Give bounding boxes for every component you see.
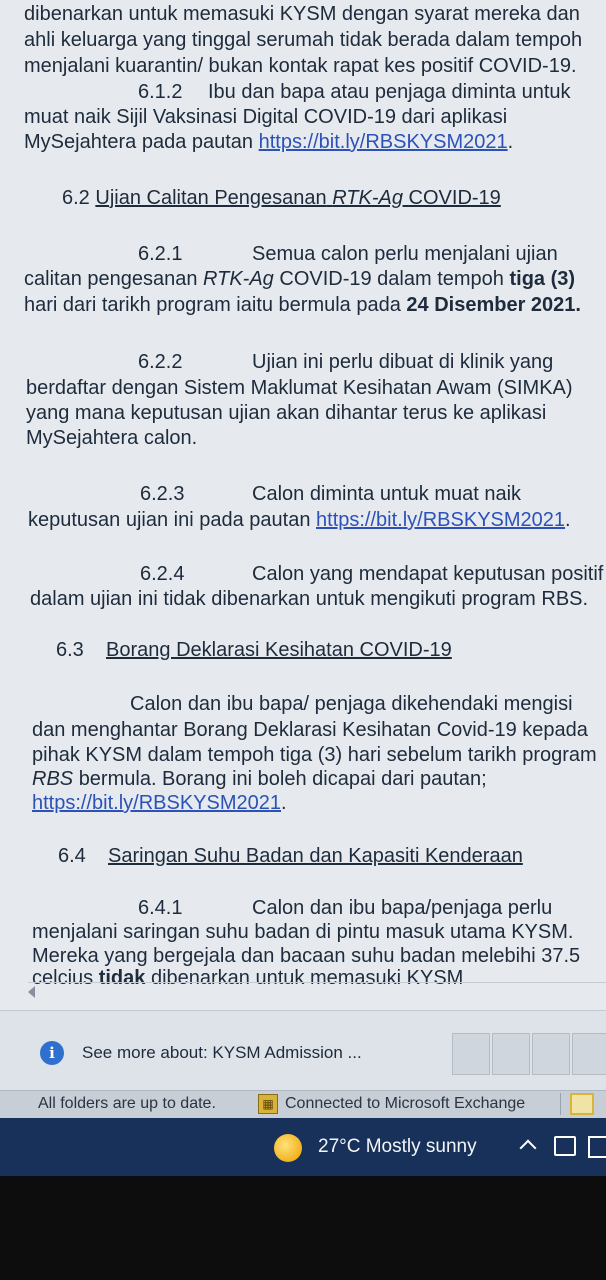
avatar[interactable]	[572, 1033, 606, 1075]
section-number: 6.4.1	[138, 897, 183, 919]
rbs-link[interactable]: https://bit.ly/RBSKYSM2021	[258, 131, 508, 153]
body-text-line: Calon dan ibu bapa/ penjaga dikehendaki mengisi	[130, 693, 573, 715]
section-number: 6.2	[62, 187, 90, 209]
taskbar	[0, 1118, 606, 1176]
rbs-link[interactable]: https://bit.ly/RBSKYSM2021	[316, 509, 566, 531]
body-text-line: Ibu dan bapa atau penjaga diminta untuk	[208, 81, 571, 103]
section-title: Saringan Suhu Badan dan Kapasiti Kenderaan	[108, 845, 523, 867]
avatar[interactable]	[452, 1033, 490, 1075]
section-title: Borang Deklarasi Kesihatan COVID-19	[106, 639, 452, 661]
body-text-line: Calon yang mendapat keputusan positif	[252, 563, 604, 585]
section-number: 6.1.2	[138, 81, 183, 103]
weather-widget[interactable]: 27°C Mostly sunny	[318, 1136, 477, 1157]
body-text-line: berdaftar dengan Sistem Maklumat Kesihatan Awam (SIMKA)	[26, 377, 573, 399]
divider	[560, 1093, 561, 1115]
body-text: MySejahtera pada pautan	[24, 131, 254, 153]
exchange-icon: ▦	[258, 1094, 278, 1114]
body-text-line: Calon diminta untuk muat naik	[252, 483, 522, 505]
tray-app-icon[interactable]	[554, 1136, 576, 1156]
body-text-line: dibenarkan untuk memasuki KYSM dengan syarat mereka dan	[24, 3, 580, 25]
body-text-line: hari dari tarikh program iaitu bermula pada 24 Disember 2021.	[24, 294, 581, 316]
scroll-left-icon[interactable]	[28, 986, 35, 998]
section-number: 6.2.3	[140, 483, 185, 505]
body-text-line: calitan pengesanan RTK-Ag COVID-19 dalam tempoh tiga (3)	[24, 268, 576, 290]
body-text-line: menjalani saringan suhu badan di pintu masuk utama KYSM.	[32, 921, 574, 943]
section-number: 6.2.1	[138, 243, 183, 265]
body-text-line: RBS bermula. Borang ini boleh dicapai dari pautan;	[32, 768, 487, 790]
sun-icon[interactable]	[274, 1134, 302, 1162]
status-bar	[0, 1090, 606, 1118]
section-heading-6-3	[56, 638, 452, 662]
section-number: 6.2.2	[138, 351, 183, 373]
body-text-line: celcius tidak dibenarkan untuk memasuki KYSM	[32, 967, 464, 984]
section-heading-6-2	[62, 186, 501, 210]
horizontal-scrollbar[interactable]	[28, 982, 606, 998]
body-text-line: dan menghantar Borang Deklarasi Kesihatan Covid-19 kepada	[32, 719, 588, 741]
body-text-line: MySejahtera calon.	[26, 427, 198, 449]
section-title: Ujian Calitan Pengesanan RTK-Ag COVID-19	[95, 187, 501, 209]
monitor-bezel	[0, 1176, 606, 1280]
body-text-line: Calon dan ibu bapa/penjaga perlu	[252, 897, 553, 919]
body-text-line: ahli keluarga yang tinggal serumah tidak berada dalam tempoh	[24, 29, 583, 51]
body-text-line: dalam ujian ini tidak dibenarkan untuk mengikuti program RBS.	[30, 588, 589, 610]
body-text-line: https://bit.ly/RBSKYSM2021.	[32, 792, 287, 814]
see-more-bar[interactable]	[0, 1010, 606, 1090]
sync-status: All folders are up to date.	[38, 1095, 216, 1112]
avatar[interactable]	[532, 1033, 570, 1075]
rbs-link[interactable]: https://bit.ly/RBSKYSM2021	[32, 792, 282, 814]
body-text-line: muat naik Sijil Vaksinasi Digital COVID-19 dari aplikasi	[24, 106, 508, 128]
section-heading-6-4	[58, 844, 523, 868]
body-text-line: yang mana keputusan ujian akan dihantar terus ke aplikasi	[26, 402, 547, 424]
chevron-up-icon[interactable]	[520, 1140, 537, 1157]
section-number: 6.4	[58, 845, 86, 867]
body-text-line: Mereka yang bergejala dan bacaan suhu badan melebihi 37.5	[32, 945, 581, 967]
body-text-line: keputusan ujian ini pada pautan https://bit.ly/RBSKYSM2021.	[28, 509, 571, 531]
normal-view-icon[interactable]	[570, 1093, 594, 1115]
body-text-line: menjalani kuarantin/ bukan kontak rapat kes positif COVID-19.	[24, 55, 577, 77]
body-text-line: pihak KYSM dalam tempoh tiga (3) hari sebelum tarikh program	[32, 744, 597, 766]
body-text-line: MySejahtera pada pautan https://bit.ly/RBSKYSM2021.	[24, 131, 514, 153]
section-number: 6.3	[56, 639, 84, 661]
tray-app-icon[interactable]	[588, 1136, 606, 1158]
info-icon: i	[40, 1041, 64, 1065]
avatar[interactable]	[492, 1033, 530, 1075]
see-more-label[interactable]: See more about: KYSM Admission ...	[82, 1043, 362, 1062]
body-text-line: Semua calon perlu menjalani ujian	[252, 243, 558, 265]
connection-status: Connected to Microsoft Exchange	[285, 1095, 526, 1112]
body-text-line: Ujian ini perlu dibuat di klinik yang	[252, 351, 554, 373]
section-number: 6.2.4	[140, 563, 185, 585]
